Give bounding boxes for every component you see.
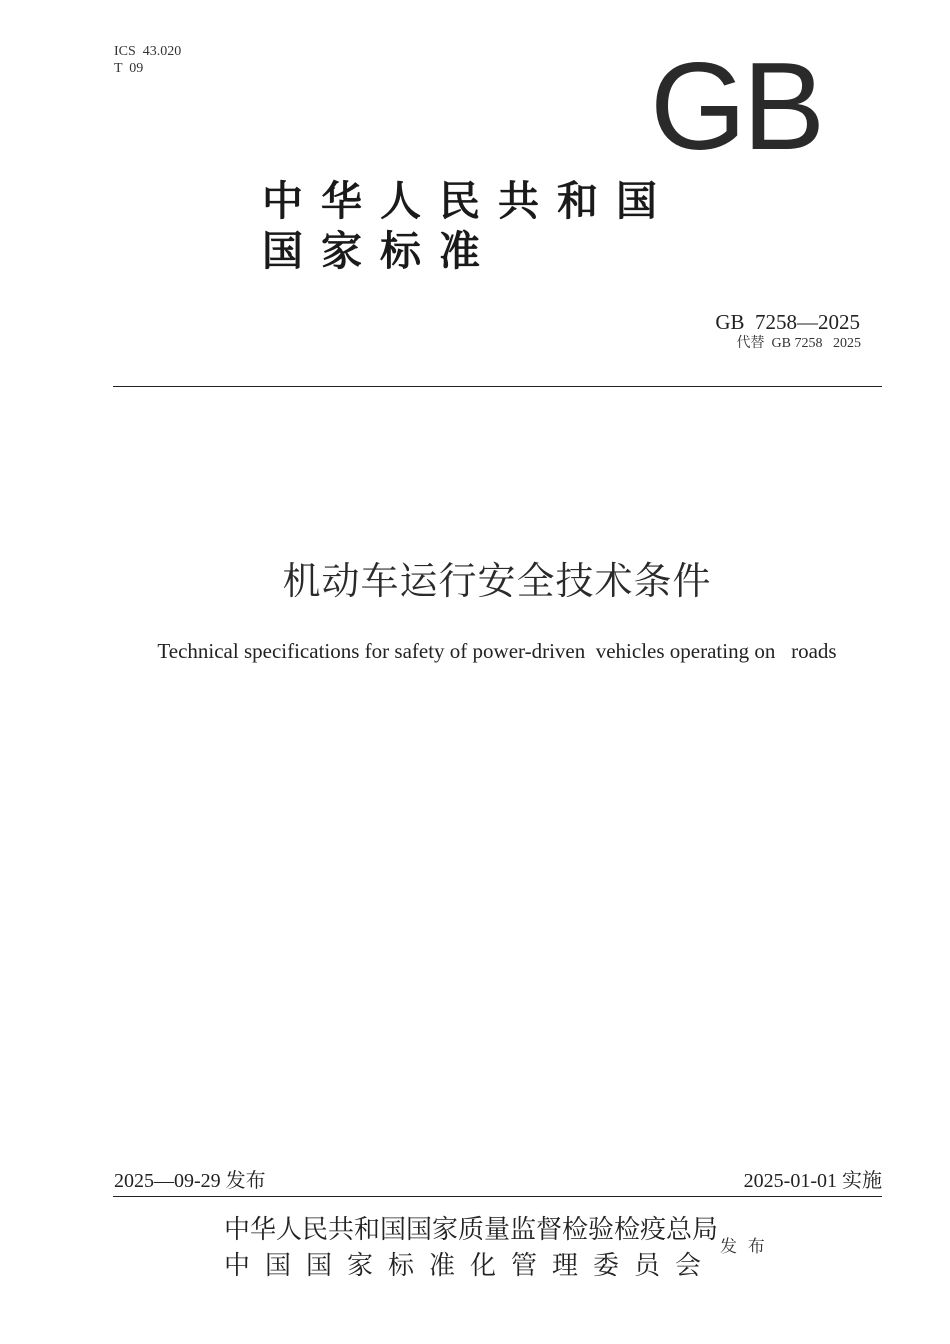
ics-code: ICS 43.020 [114, 44, 182, 59]
issuing-authorities [224, 1212, 718, 1284]
implementation-date: 2025-01-01 实施 [743, 1170, 882, 1192]
national-standard-title [262, 176, 675, 276]
chinese-title: 机动车运行安全技术条件 [282, 559, 712, 603]
english-title: Technical specifications for safety of power-driven vehicles operating on roads [157, 639, 837, 663]
national-title-line1: 中华人民共和国 [262, 177, 675, 225]
standard-number: GB 7258—2025 [715, 310, 860, 334]
ics-block [114, 43, 181, 77]
national-title-line2: 国家标准 [262, 227, 498, 275]
issuer-line2: 中国国家标准化管理委员会 [224, 1251, 717, 1281]
top-divider [113, 386, 882, 387]
issuer-line1: 中华人民共和国国家质量监督检验检疫总局 [224, 1215, 719, 1245]
class-code: T 09 [114, 61, 144, 76]
bottom-divider [113, 1196, 882, 1197]
issue-date: 2025—09-29 发布 [114, 1170, 266, 1192]
issue-action: 发 布 [720, 1237, 765, 1257]
gb-logo: GB [650, 38, 822, 176]
standard-replaces: 代替 GB 7258 2025 [736, 336, 861, 351]
